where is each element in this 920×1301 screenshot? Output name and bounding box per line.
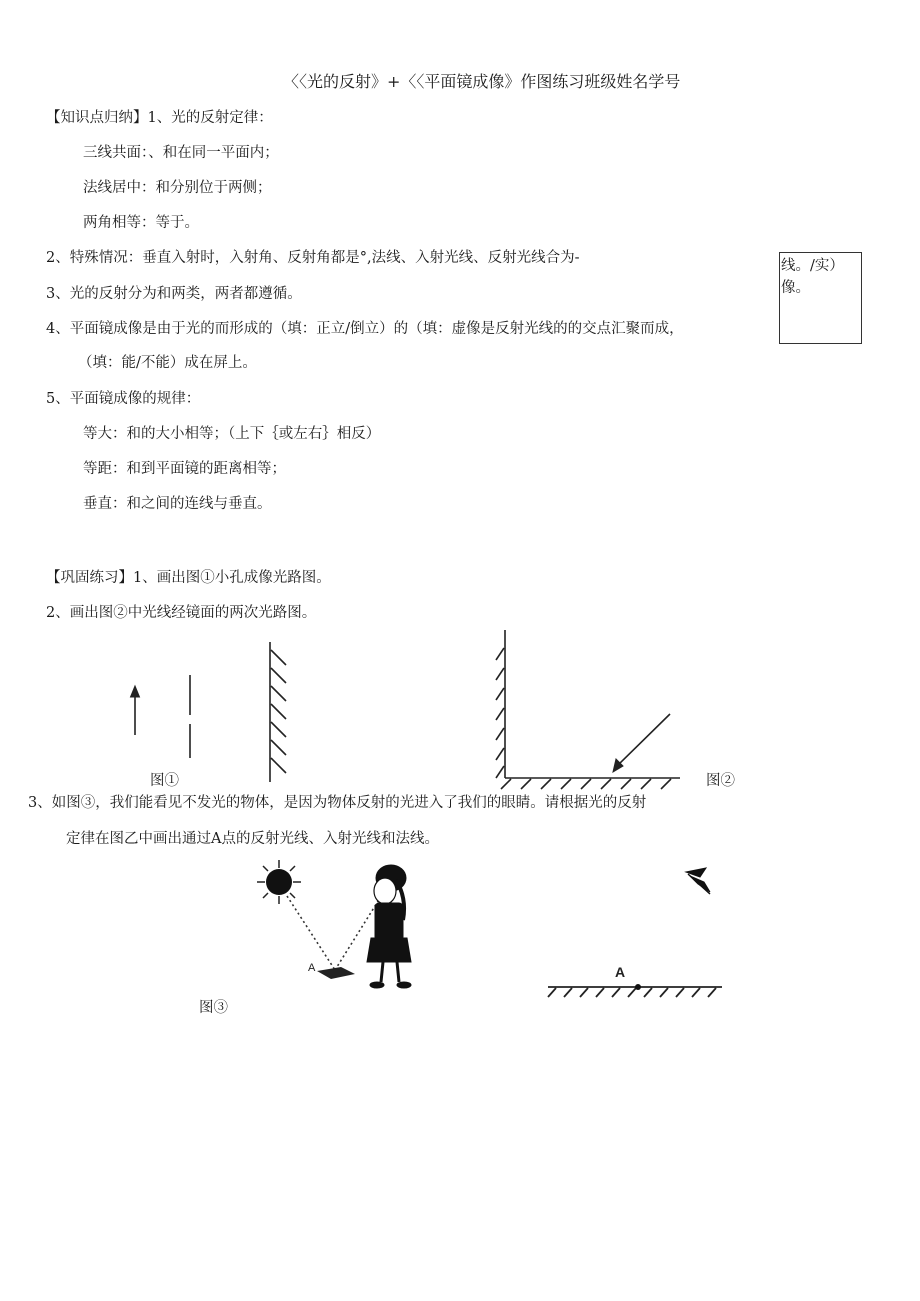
item-reflection-types: 3、光的反射分为和两类，两者都遵循。 — [46, 286, 302, 302]
figure-2-double-mirror — [485, 626, 690, 796]
practice-heading: 【巩固练习】1、画出图①小孔成像光路图。 — [46, 570, 331, 586]
rule-equal-distance: 等距：和到平面镜的距离相等； — [83, 461, 286, 477]
point-a-marker — [635, 984, 641, 990]
practice-item2: 2、画出图②中光线经镜面的两次光路图。 — [46, 605, 317, 621]
horizontal-mirror — [501, 778, 680, 789]
object-arrow-icon — [131, 686, 140, 735]
rule-perpendicular: 垂直：和之间的连线与垂直。 — [83, 496, 272, 512]
figure-1-caption: 图① — [150, 773, 179, 789]
girl-figure — [367, 865, 411, 988]
item-special-case: 2、特殊情况：垂直入射时，入射角、反射角都是°,法线、入射光线、反射光线合为- — [46, 250, 580, 266]
rule-equal-angles: 两角相等：等于。 — [83, 215, 199, 231]
incident-ray-arrow-icon — [613, 714, 670, 772]
eye-icon — [686, 868, 710, 894]
plane-mirror-1 — [270, 642, 286, 782]
item-mirror-imaging-cont: （填：能/不能）成在屏上。 — [78, 355, 257, 371]
book-icon — [317, 967, 355, 979]
figure-2-caption: 图② — [706, 773, 735, 789]
figure-1-pinhole — [120, 640, 300, 785]
knowledge-heading: 【知识点归纳】1、光的反射定律： — [46, 110, 273, 126]
sun-icon — [257, 860, 301, 904]
vertical-mirror — [496, 630, 505, 778]
figure-3b-surface — [540, 862, 730, 1004]
page-title: 〈〈光的反射》+〈〈平面镜成像》作图练习班级姓名学号 — [283, 72, 681, 91]
side-note-line1: 线。/实） — [781, 258, 844, 274]
item-mirror-imaging: 4、平面镜成像是由于光的而形成的（填：正立/倒立）的（填：虚像是反射光线的的交点汇聚而成， — [46, 321, 684, 337]
light-path-dotted — [287, 896, 380, 970]
practice-item3: 3、如图③，我们能看见不发光的物体，是因为物体反射的光进入了我们的眼睛。请根据光的反射 — [28, 795, 647, 811]
practice-item3-cont: 定律在图乙中画出通过A点的反射光线、入射光线和法线。 — [66, 831, 439, 847]
figure-3b-point-label: A — [615, 964, 626, 980]
side-note-box — [779, 252, 862, 344]
rule-equal-size: 等大：和的大小相等；（上下｛或左右｝相反） — [83, 426, 381, 442]
side-note-line2: 像。 — [781, 280, 810, 296]
reflecting-surface — [548, 987, 722, 997]
figure-3-point-label: A — [308, 962, 316, 974]
rule-coplanar: 三线共面：、和在同一平面内； — [83, 145, 279, 161]
item-mirror-rules: 5、平面镜成像的规律： — [46, 391, 201, 407]
rule-normal-middle: 法线居中：和分别位于两侧； — [83, 180, 272, 196]
figure-3-caption: 图③ — [199, 1000, 228, 1016]
figure-3-scene — [255, 858, 430, 998]
